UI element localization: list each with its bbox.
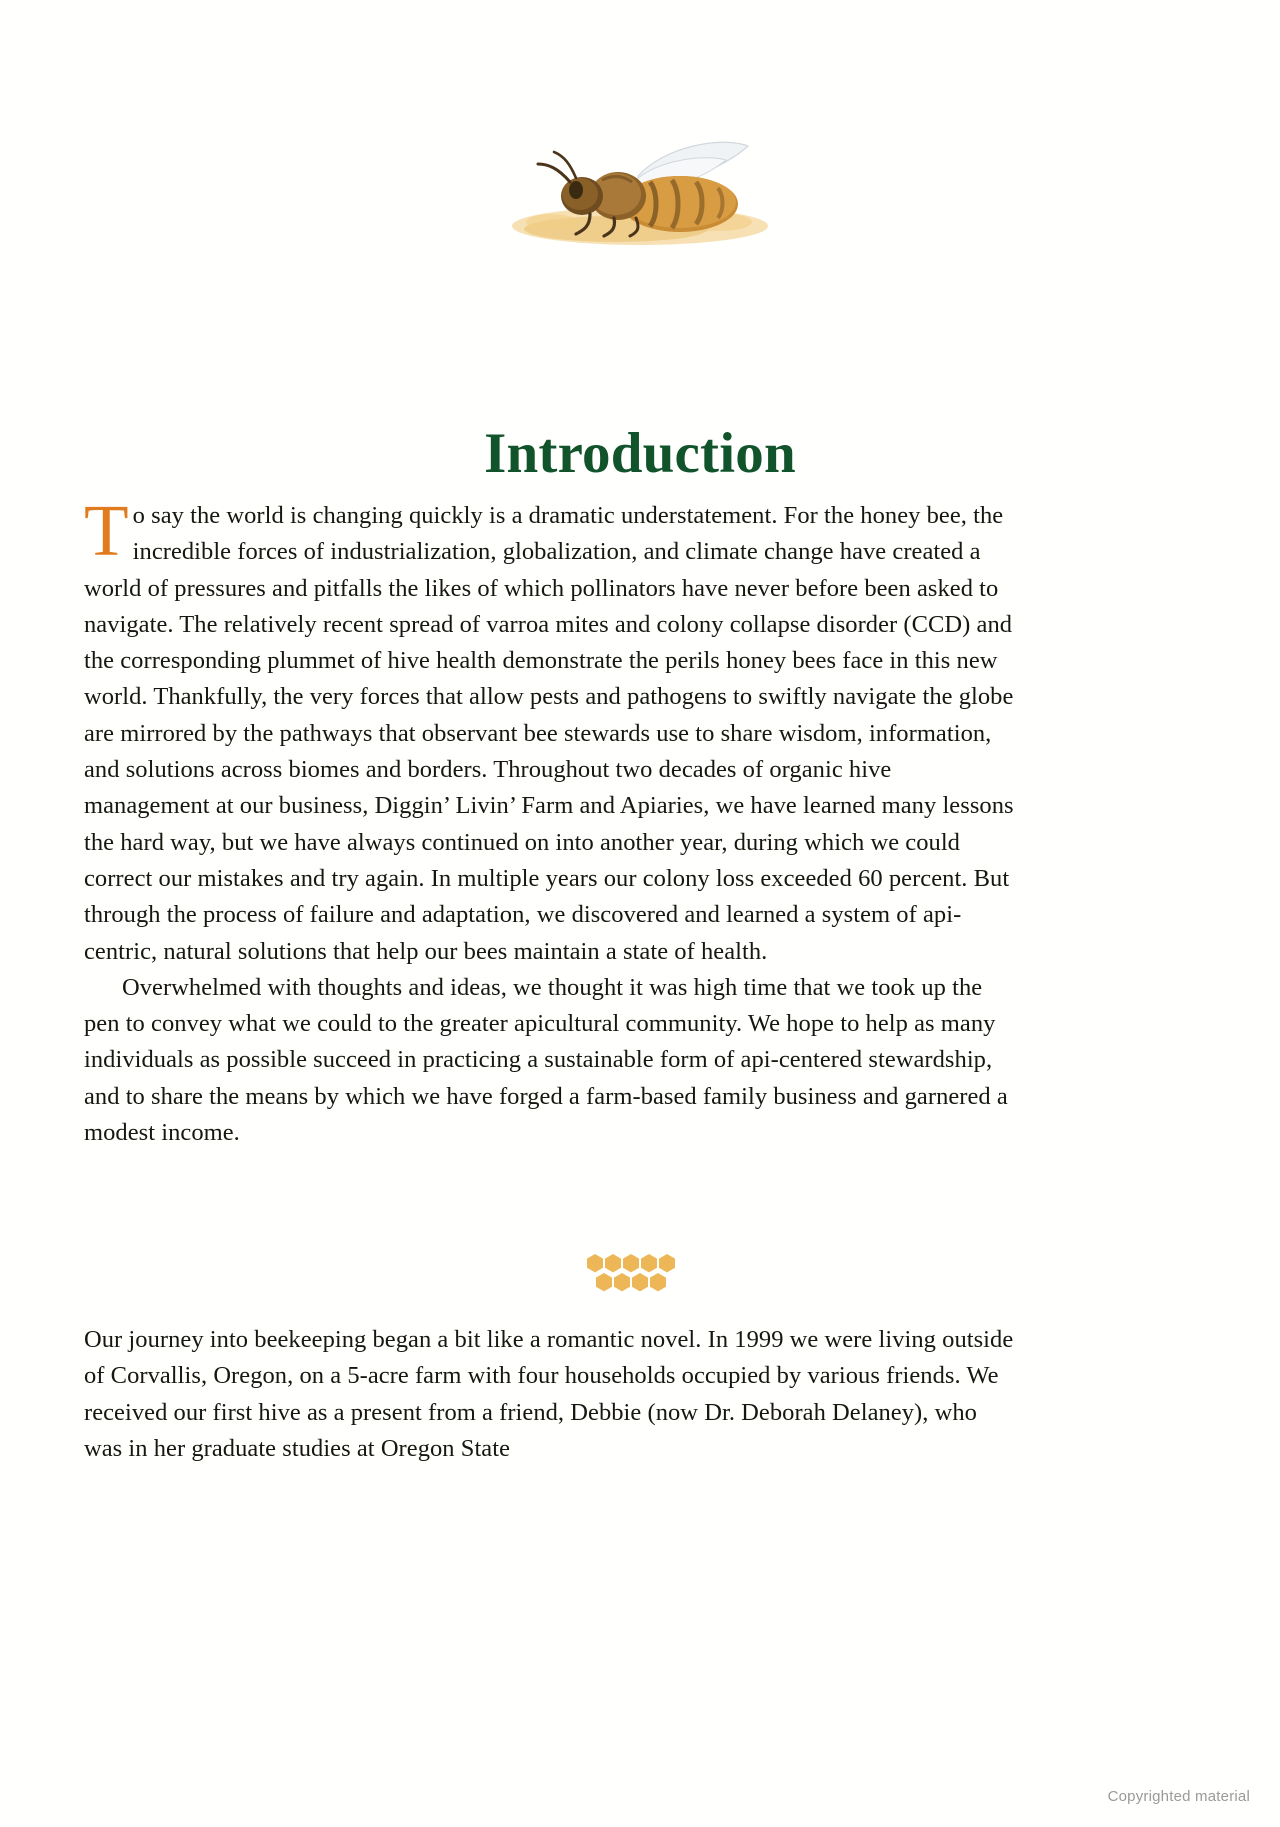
paragraph-text: o say the world is changing quickly is a dramatic understatement. For the honey bee, the incredible forces of industrialization, globalization, and climate change have created a world of pressures and pitfalls the likes of which pollinators have never before been asked to navigate. The relatively recent spread of varroa mites and colony collapse disorder (CCD) and the corresponding plummet of hive health demonstrate the perils honey bees face in this new world. Thankfully, the very forces that allow pests and pathogens to swiftly navigate the globe are mirrored by the pathways that observant bee stewards use to share wisdom, information, and solutions across biomes and borders. Throughout two decades of organic hive management at our business, Diggin’ Livin’ Farm and Apiaries, we have learned many lessons the hard way, but we have always continued on into another year, during which we could correct our mistakes and try again. In multiple years our colony loss exceeded 60 percent. But through the process of failure and adaptation, we discovered and learned a system of api-centric, natural solutions that help our bees maintain a state of health. — [84, 502, 1014, 965]
paragraph-with-dropcap — [84, 490, 1019, 970]
honey-bee-illustration — [0, 130, 1280, 250]
page-title: Introduction — [484, 422, 796, 486]
copyright-notice: Copyrighted material — [1107, 1788, 1250, 1805]
paragraph: Our journey into beekeeping began a bit like a romantic novel. In 1999 we were living outside of Corvallis, Oregon, on a 5-acre farm with four households occupied by various friends. We received our first hive as a present from a friend, Debbie (now Dr. Deborah Delaney), who was in her graduate studies at Oregon State — [84, 1326, 1014, 1462]
paragraph: Overwhelmed with thoughts and ideas, we thought it was high time that we took up the pen to convey what we could to the greater apicultural community. We hope to help as many individuals as possible succeed in practicing a sustainable form of api-centered stewardship, and to share the means by which we have forged a farm-based family business and garnered a modest income. — [84, 973, 1008, 1147]
body-text-column — [84, 490, 1019, 1151]
drop-cap: T — [84, 490, 129, 571]
honeycomb-divider — [0, 1252, 1280, 1300]
body-text-column-after-divider — [84, 1322, 1019, 1467]
